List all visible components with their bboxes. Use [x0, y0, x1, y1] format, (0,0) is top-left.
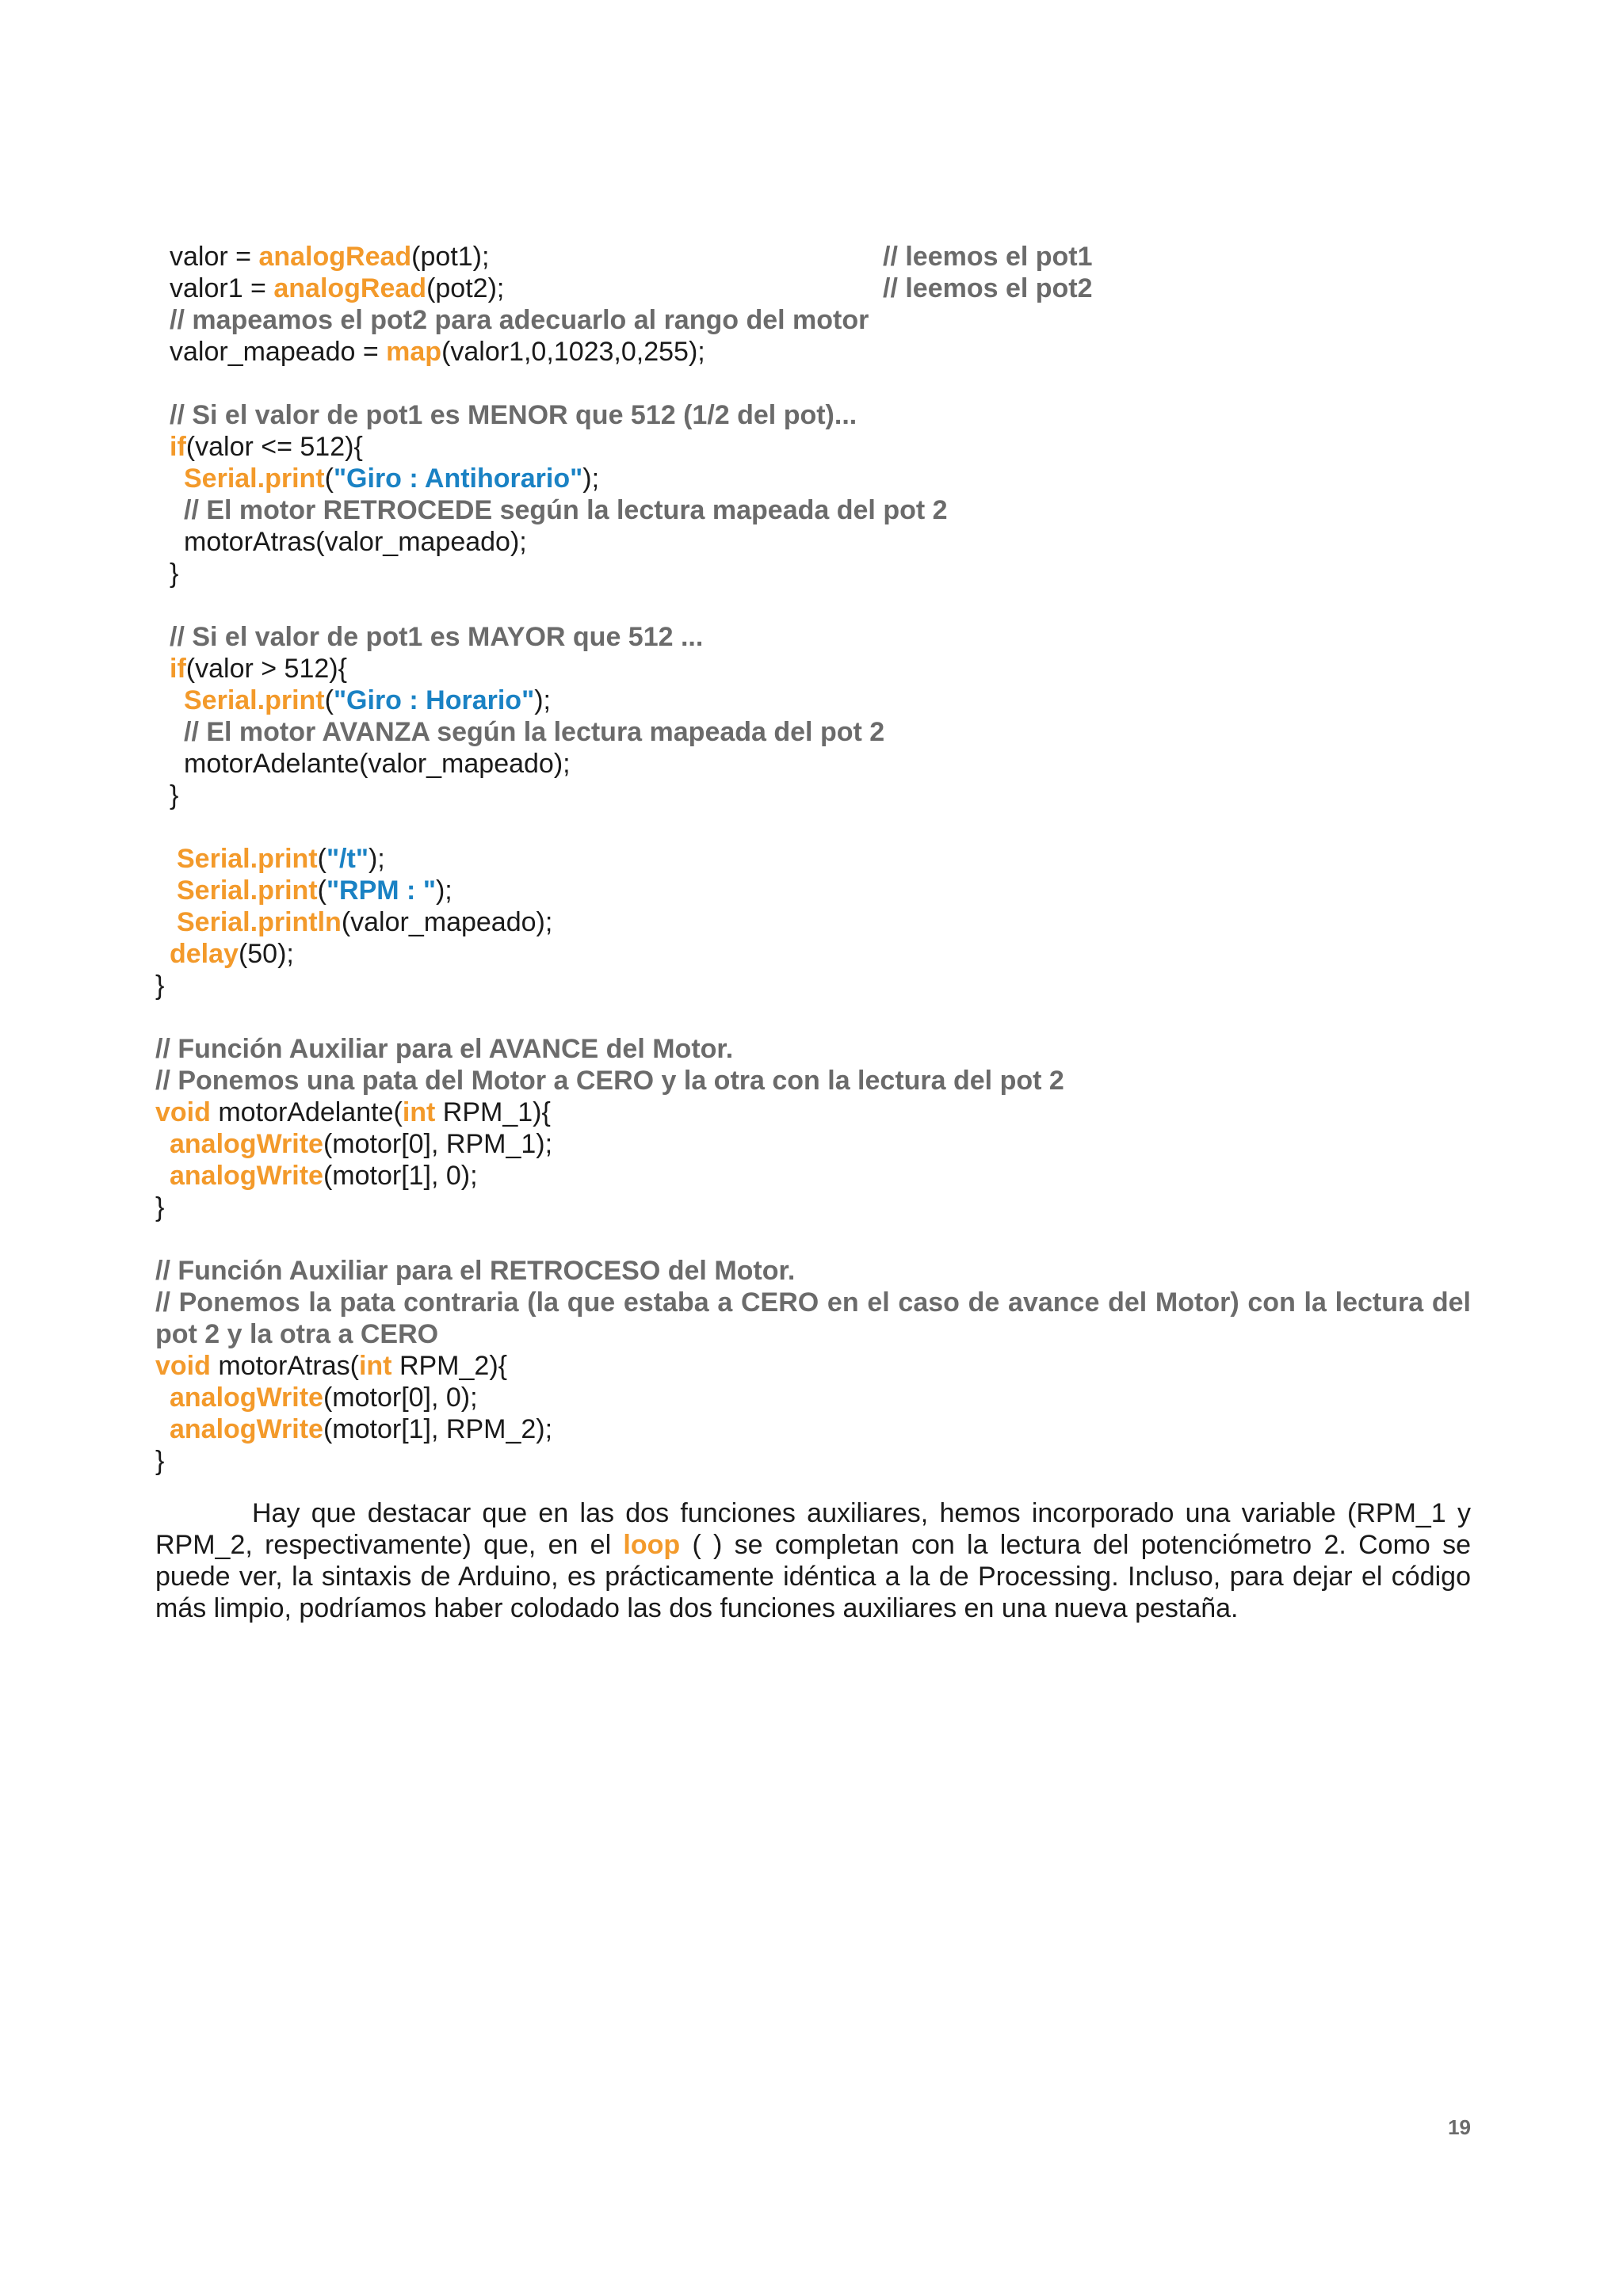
code-text: (valor > 512){: [185, 654, 347, 684]
code-line: [155, 558, 1471, 589]
code-brace: }: [155, 1446, 165, 1476]
code-keyword: void: [155, 1097, 211, 1127]
explanation-paragraph: [155, 1497, 1471, 1624]
code-function: delay: [170, 939, 239, 969]
code-line: [155, 1287, 1471, 1350]
code-line: [155, 748, 1471, 780]
code-text: (motor[1], RPM_2);: [323, 1414, 553, 1444]
code-text: (: [324, 463, 334, 494]
code-blank-line: [155, 811, 1471, 843]
code-function: analogWrite: [170, 1129, 323, 1159]
code-line: [155, 1350, 1471, 1382]
code-text: );: [435, 875, 453, 906]
code-line: [155, 431, 1471, 463]
code-comment: // Función Auxiliar para el RETROCESO del Motor.: [155, 1256, 796, 1286]
code-line: [155, 938, 1471, 970]
code-function: analogWrite: [170, 1161, 323, 1191]
code-text: (motor[0], 0);: [323, 1383, 478, 1413]
code-line: [155, 336, 1471, 368]
code-function: Serial.print: [177, 844, 318, 874]
code-blank-line: [155, 1223, 1471, 1255]
code-listing: [155, 241, 1471, 1477]
paragraph-text: ( ) se completan con la lectura del potenciómetro 2. Como se puede ver, la sintaxis de Arduino, es prácticamente idéntica a la de Processing. Incluso, para dejar el código más limpio, podríamos haber colodado las dos funciones auxiliares en una nueva pestaña.: [155, 1530, 1471, 1623]
code-text: );: [368, 844, 385, 874]
code-line: [155, 526, 1471, 558]
code-text: (pot1);: [411, 242, 490, 272]
code-text: motorAdelante(: [210, 1097, 403, 1127]
code-text: RPM_1){: [435, 1097, 551, 1127]
code-text: motorAtras(: [210, 1351, 359, 1381]
code-line: [155, 463, 1471, 494]
code-text: );: [582, 463, 600, 494]
code-line: [155, 273, 1471, 304]
code-text: (valor1,0,1023,0,255);: [441, 337, 705, 367]
code-line: [155, 970, 1471, 1001]
code-string: "RPM : ": [326, 875, 436, 906]
code-text: RPM_2){: [391, 1351, 507, 1381]
code-line: [155, 843, 1471, 875]
code-comment: // El motor AVANZA según la lectura mapeada del pot 2: [184, 717, 885, 747]
code-line: [155, 716, 1471, 748]
code-function: analogWrite: [170, 1414, 323, 1444]
code-line: [155, 1160, 1471, 1192]
code-comment: // Si el valor de pot1 es MAYOR que 512 ...: [170, 622, 704, 652]
code-comment: // Si el valor de pot1 es MENOR que 512 (1/2 del pot)...: [170, 400, 857, 430]
code-text: valor =: [170, 242, 259, 272]
code-line: [155, 1065, 1471, 1097]
code-text: valor1 =: [170, 273, 274, 303]
code-line: [155, 875, 1471, 906]
code-brace: }: [170, 559, 179, 589]
code-keyword: int: [358, 1351, 392, 1381]
code-line: [155, 780, 1471, 811]
code-line: [155, 1033, 1471, 1065]
code-text: motorAtras(valor_mapeado);: [184, 527, 527, 557]
page-number: 19: [1448, 2115, 1471, 2139]
code-line: [155, 621, 1471, 653]
code-comment: // leemos el pot1: [883, 242, 1093, 272]
code-comment: // Ponemos la pata contraria (la que estaba a CERO en el caso de avance del Motor) con la lectura del pot 2 y la otra a CERO: [155, 1287, 1471, 1349]
code-line: [155, 1128, 1471, 1160]
code-line: [155, 241, 1471, 273]
code-function: analogRead: [273, 273, 427, 303]
code-keyword: if: [170, 654, 186, 684]
code-string: "Giro : Horario": [333, 685, 535, 715]
code-comment: // mapeamos el pot2 para adecuarlo al rango del motor: [170, 305, 869, 335]
code-text: (motor[1], 0);: [323, 1161, 478, 1191]
code-text: (motor[0], RPM_1);: [323, 1129, 553, 1159]
code-text: valor_mapeado =: [170, 337, 387, 367]
code-line: [155, 1255, 1471, 1287]
code-text: (valor <= 512){: [185, 432, 363, 462]
code-comment: // Ponemos una pata del Motor a CERO y la otra con la lectura del pot 2: [155, 1066, 1064, 1096]
code-line: [155, 399, 1471, 431]
code-keyword: if: [170, 432, 186, 462]
code-function: Serial.print: [177, 875, 318, 906]
paragraph-keyword: loop: [623, 1530, 681, 1560]
code-function: Serial.print: [184, 463, 325, 494]
code-blank-line: [155, 589, 1471, 621]
code-line: [155, 906, 1471, 938]
code-line: [155, 494, 1471, 526]
code-keyword: void: [155, 1351, 211, 1381]
code-brace: }: [155, 971, 165, 1001]
code-brace: }: [155, 1192, 165, 1222]
code-text: );: [534, 685, 551, 715]
code-function: map: [386, 337, 442, 367]
code-line: [155, 685, 1471, 716]
code-line: [155, 304, 1471, 336]
paragraph-text: Hay que destacar que en las dos funciones auxiliares, hemos incorporado una variable (RPM_1 y RPM_2, respectivamente) que, en el: [155, 1498, 1471, 1560]
code-function: analogRead: [258, 242, 412, 272]
code-string: "/t": [326, 844, 369, 874]
code-line: [155, 1413, 1471, 1445]
code-function: Serial.println: [177, 907, 342, 937]
code-line: [155, 653, 1471, 685]
code-comment: // El motor RETROCEDE según la lectura mapeada del pot 2: [184, 495, 948, 525]
code-text: (valor_mapeado);: [341, 907, 553, 937]
code-comment: // Función Auxiliar para el AVANCE del Motor.: [155, 1034, 734, 1064]
code-line: [155, 1192, 1471, 1223]
code-blank-line: [155, 1001, 1471, 1033]
code-text: (50);: [238, 939, 294, 969]
code-text: (: [317, 875, 327, 906]
code-line: [155, 1445, 1471, 1477]
code-function: analogWrite: [170, 1383, 323, 1413]
code-text: (pot2);: [426, 273, 505, 303]
code-comment: // leemos el pot2: [883, 273, 1093, 303]
code-brace: }: [170, 780, 179, 810]
code-line: [155, 1382, 1471, 1413]
code-text: (: [324, 685, 334, 715]
code-function: Serial.print: [184, 685, 325, 715]
code-blank-line: [155, 368, 1471, 399]
code-keyword: int: [402, 1097, 436, 1127]
code-line: [155, 1097, 1471, 1128]
code-string: "Giro : Antihorario": [333, 463, 583, 494]
code-text: (: [317, 844, 327, 874]
code-text: motorAdelante(valor_mapeado);: [184, 749, 571, 779]
